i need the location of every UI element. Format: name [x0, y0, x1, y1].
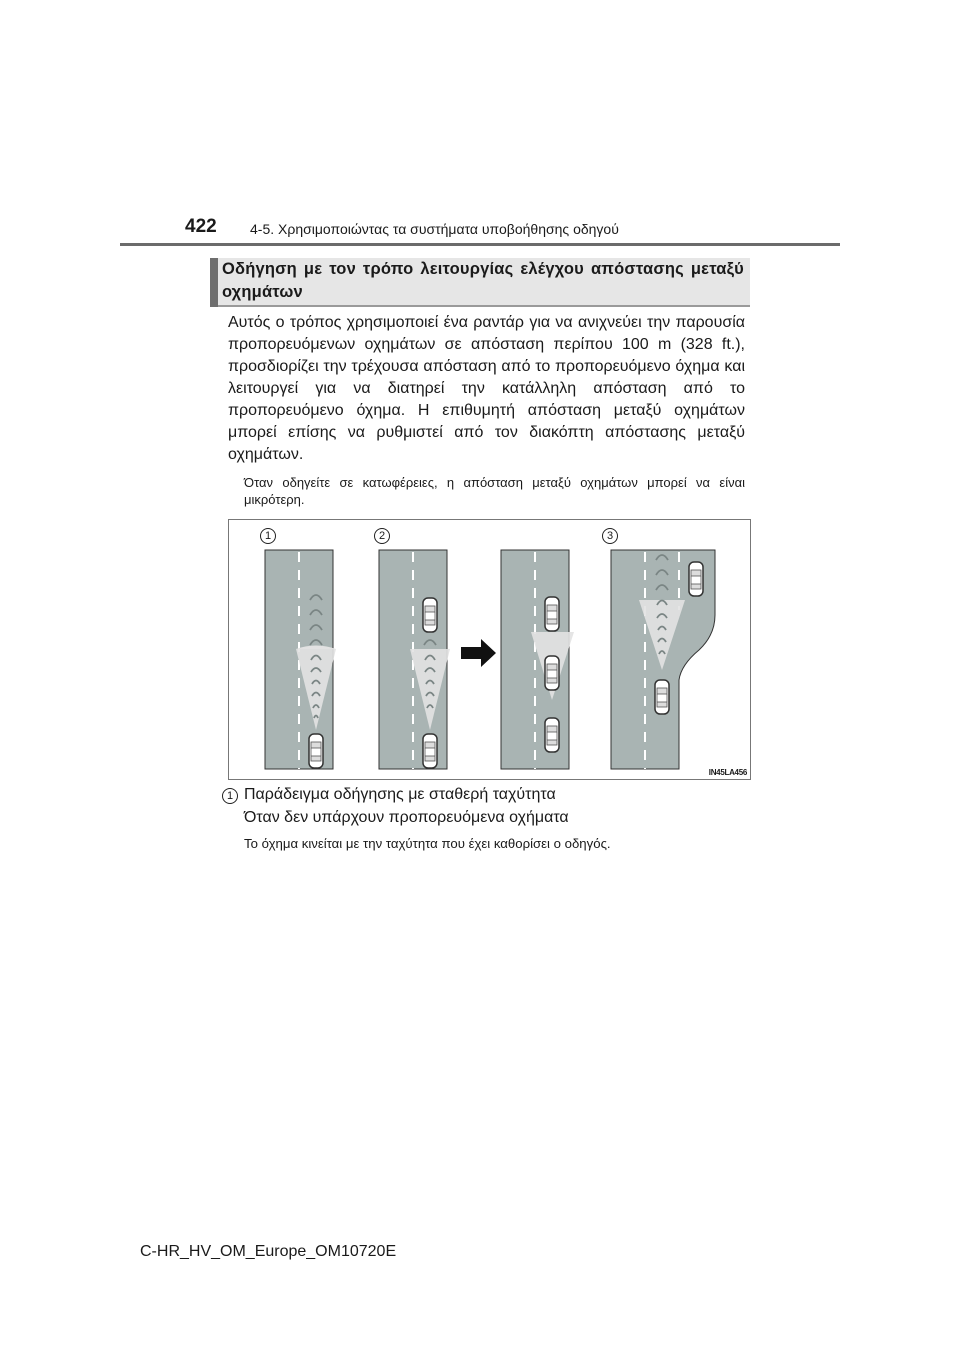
page-number: 422	[185, 216, 217, 237]
figure-label-1: 1	[260, 528, 276, 544]
section-title: 4-5. Χρησιμοποιώντας τα συστήματα υποβοήθησης οδηγού	[250, 221, 619, 237]
illustration	[228, 519, 751, 780]
heading-bar	[210, 258, 218, 307]
figure-label-3: 3	[602, 528, 618, 544]
figure-label-2: 2	[374, 528, 390, 544]
caption-title: Παράδειγμα οδήγησης με σταθερή ταχύτητα	[244, 786, 556, 803]
arrow-right-icon	[461, 639, 496, 667]
road-scene-3	[501, 550, 574, 769]
section-heading	[210, 258, 750, 307]
caption-marker: 1	[222, 788, 238, 804]
heading-text: Οδήγηση με τον τρόπο λειτουργίας ελέγχου απόστασης μεταξύ οχημάτων	[222, 260, 744, 301]
road-scene-4	[611, 550, 715, 769]
note-paragraph: Όταν οδηγείτε σε κατωφέρειες, η απόσταση μεταξύ οχημάτων μπορεί να είναι μικρότερη.	[244, 475, 745, 507]
figure-code: IN45LA456	[708, 768, 747, 777]
road-scene-2	[379, 550, 450, 769]
road-scene-1	[265, 550, 336, 769]
header-rule	[120, 243, 840, 246]
road-diagram	[229, 520, 750, 779]
body-paragraph: Αυτός ο τρόπος χρησιμοποιεί ένα ραντάρ για να ανιχνεύει την παρουσία προπορευόμενων οχημάτων σε απόσταση περίπου 100 m (328 ft.), προσδιορίζει την τρέχουσα απόσταση από το προπορευόμενο όχημα και λειτουργεί για να διατηρεί την κατάλληλη απόσταση από το προπορευόμενο όχημα. Η επιθυμητή απόσταση μεταξύ οχημάτων μπορεί επίσης να ρυθμιστεί από τον διακόπτη απόστασης μεταξύ οχημάτων.	[228, 314, 745, 463]
footer-code: C-HR_HV_OM_Europe_OM10720E	[140, 1243, 397, 1260]
caption-note: Το όχημα κινείται με την ταχύτητα που έχει καθορίσει ο οδηγός.	[244, 836, 611, 851]
caption-subtitle: Όταν δεν υπάρχουν προπορευόμενα οχήματα	[244, 809, 569, 826]
